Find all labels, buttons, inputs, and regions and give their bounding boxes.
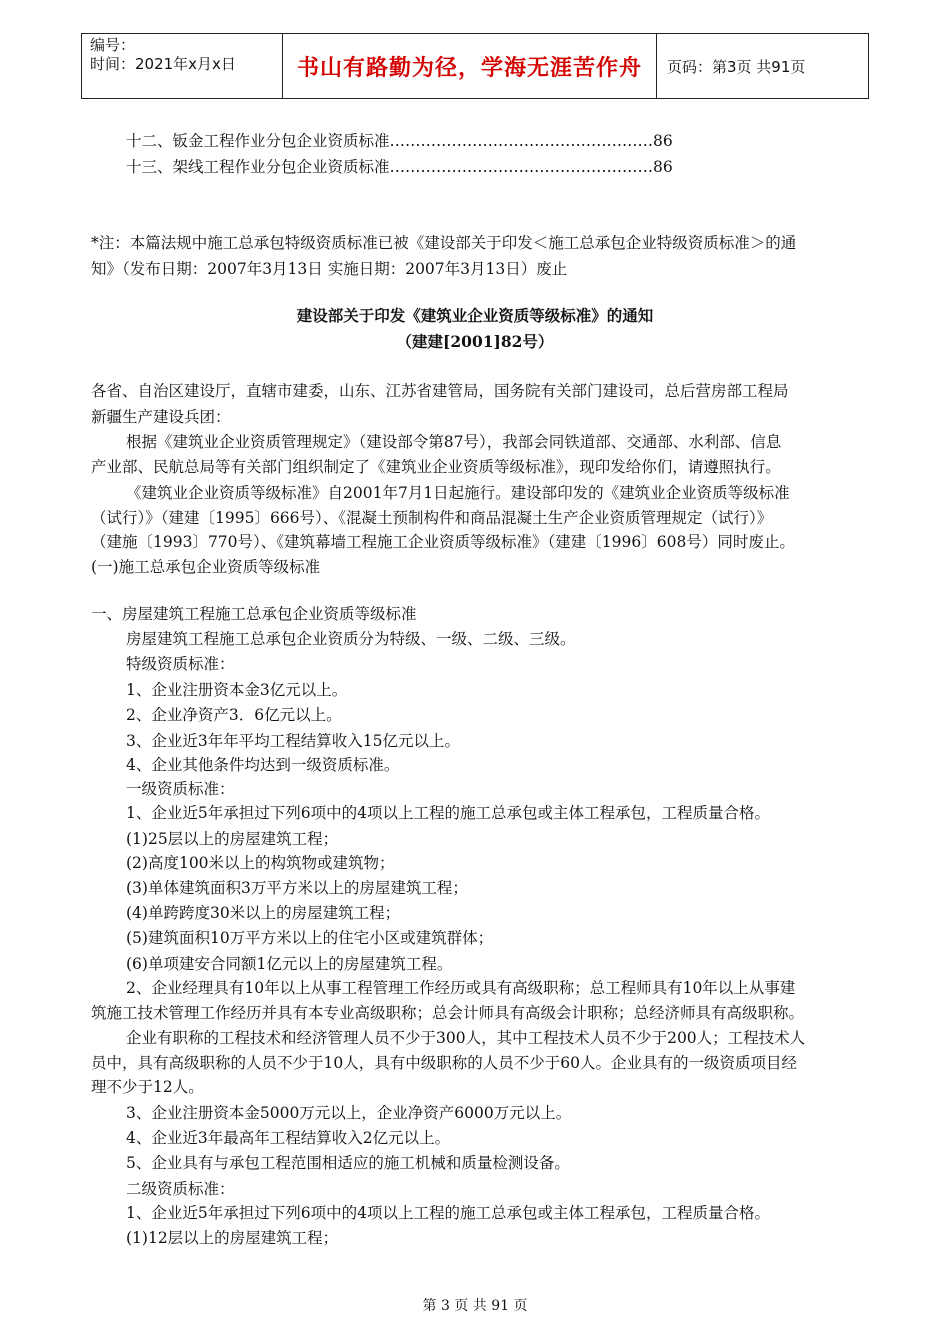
body-line: (6)单项建安合同额1亿元以上的房屋建筑工程。 xyxy=(126,955,453,973)
body-line: 5、企业具有与承包工程范围相适应的施工机械和质量检测设备。 xyxy=(126,1154,570,1172)
body-line: 企业有职称的工程技术和经济管理人员不少于300人，其中工程技术人员不少于200人；工程技术人 xyxy=(126,1029,806,1047)
body-line: 1、企业注册资本金3亿元以上。 xyxy=(126,681,348,699)
body-line: 《建筑业企业资质等级标准》自2001年7月1日起施行。建设部印发的《建筑业企业资质等级标准 xyxy=(126,484,790,502)
body-line: 理不少于12人。 xyxy=(91,1078,204,1096)
toc-entry: 十三、架线工程作业分包企业资质标准……………………………………………86 xyxy=(126,158,673,176)
body-line: (2)高度100米以上的构筑物或建筑物； xyxy=(126,854,395,872)
body-line: 一级资质标准： xyxy=(126,780,235,798)
body-line: 二级资质标准： xyxy=(126,1180,235,1198)
header-page-label: 页码：第3页 共91页 xyxy=(667,57,806,76)
body-line: 特级资质标准： xyxy=(126,655,235,673)
body-line: 4、企业其他条件均达到一级资质标准。 xyxy=(126,756,400,774)
body-line: 各省、自治区建设厅，直辖市建委，山东、江苏省建管局，国务院有关部门建设司，总后营房部工程局 xyxy=(91,382,789,400)
body-line: 产业部、民航总局等有关部门组织制定了《建筑业企业资质等级标准》，现印发给你们，请遵照执行。 xyxy=(91,458,781,476)
body-line: 一、房屋建筑工程施工总承包企业资质等级标准 xyxy=(91,605,417,623)
body-line: 根据《建筑业企业资质管理规定》（建设部令第87号），我部会同铁道部、交通部、水利部、信息 xyxy=(126,433,782,451)
document-number: （建建[2001]82号） xyxy=(396,332,554,351)
body-line: 2、企业净资产3．6亿元以上。 xyxy=(126,706,342,724)
number-label: 编号： xyxy=(90,36,136,54)
note-line: 知》（发布日期：2007年3月13日 实施日期：2007年3月13日）废止 xyxy=(91,260,568,278)
body-line: (4)单跨跨度30米以上的房屋建筑工程； xyxy=(126,904,401,922)
header-left-cell xyxy=(82,34,283,98)
body-line: 1、企业近5年承担过下列6项中的4项以上工程的施工总承包或主体工程承包，工程质量合格。 xyxy=(126,804,770,822)
page-header xyxy=(81,33,869,99)
body-line: 3、企业注册资本金5000万元以上，企业净资产6000万元以上。 xyxy=(126,1104,572,1122)
body-line: (3)单体建筑面积3万平方米以上的房屋建筑工程； xyxy=(126,879,468,897)
toc-entry: 十二、钣金工程作业分包企业资质标准……………………………………………86 xyxy=(126,132,673,150)
body-line: 新疆生产建设兵团： xyxy=(91,408,231,426)
body-line: 房屋建筑工程施工总承包企业资质分为特级、一级、二级、三级。 xyxy=(126,630,576,648)
body-line: (一)施工总承包企业资质等级标准 xyxy=(91,558,321,576)
header-motto: 书山有路勤为径，学海无涯苦作舟 xyxy=(283,34,657,98)
body-line: 3、企业近3年年平均工程结算收入15亿元以上。 xyxy=(126,732,460,750)
body-line: 筑施工技术管理工作经历并具有本专业高级职称；总会计师具有高级会计职称；总经济师具有高级职称。 xyxy=(91,1004,805,1022)
body-line: 4、企业近3年最高年工程结算收入2亿元以上。 xyxy=(126,1129,451,1147)
body-line: 2、企业经理具有10年以上从事工程管理工作经历或具有高级职称；总工程师具有10年以上从事建 xyxy=(126,979,796,997)
note-line: *注：本篇法规中施工总承包特级资质标准已被《建设部关于印发＜施工总承包企业特级资质标准＞的通 xyxy=(91,234,797,252)
date-label: 时间：2021年x月x日 xyxy=(90,55,236,73)
body-line: 员中，具有高级职称的人员不少于10人，具有中级职称的人员不少于60人。企业具有的一级资质项目经 xyxy=(91,1054,797,1072)
body-line: (1)12层以上的房屋建筑工程； xyxy=(126,1229,339,1247)
body-line: （试行）》（建建〔1995〕666号）、《混凝土预制构件和商品混凝土生产企业资质管理规定（试行）》 xyxy=(91,509,773,527)
body-line: (5)建筑面积10万平方米以上的住宅小区或建筑群体； xyxy=(126,929,494,947)
body-line: （建施〔1993〕770号）、《建筑幕墙工程施工企业资质等级标准》（建建〔1996〕608号）同时废止。 xyxy=(91,533,795,551)
document-title: 建设部关于印发《建筑业企业资质等级标准》的通知 xyxy=(296,306,654,325)
body-line: 1、企业近5年承担过下列6项中的4项以上工程的施工总承包或主体工程承包，工程质量合格。 xyxy=(126,1204,770,1222)
body-line: (1)25层以上的房屋建筑工程； xyxy=(126,830,339,848)
page-footer: 第 3 页 共 91 页 xyxy=(422,1298,528,1314)
